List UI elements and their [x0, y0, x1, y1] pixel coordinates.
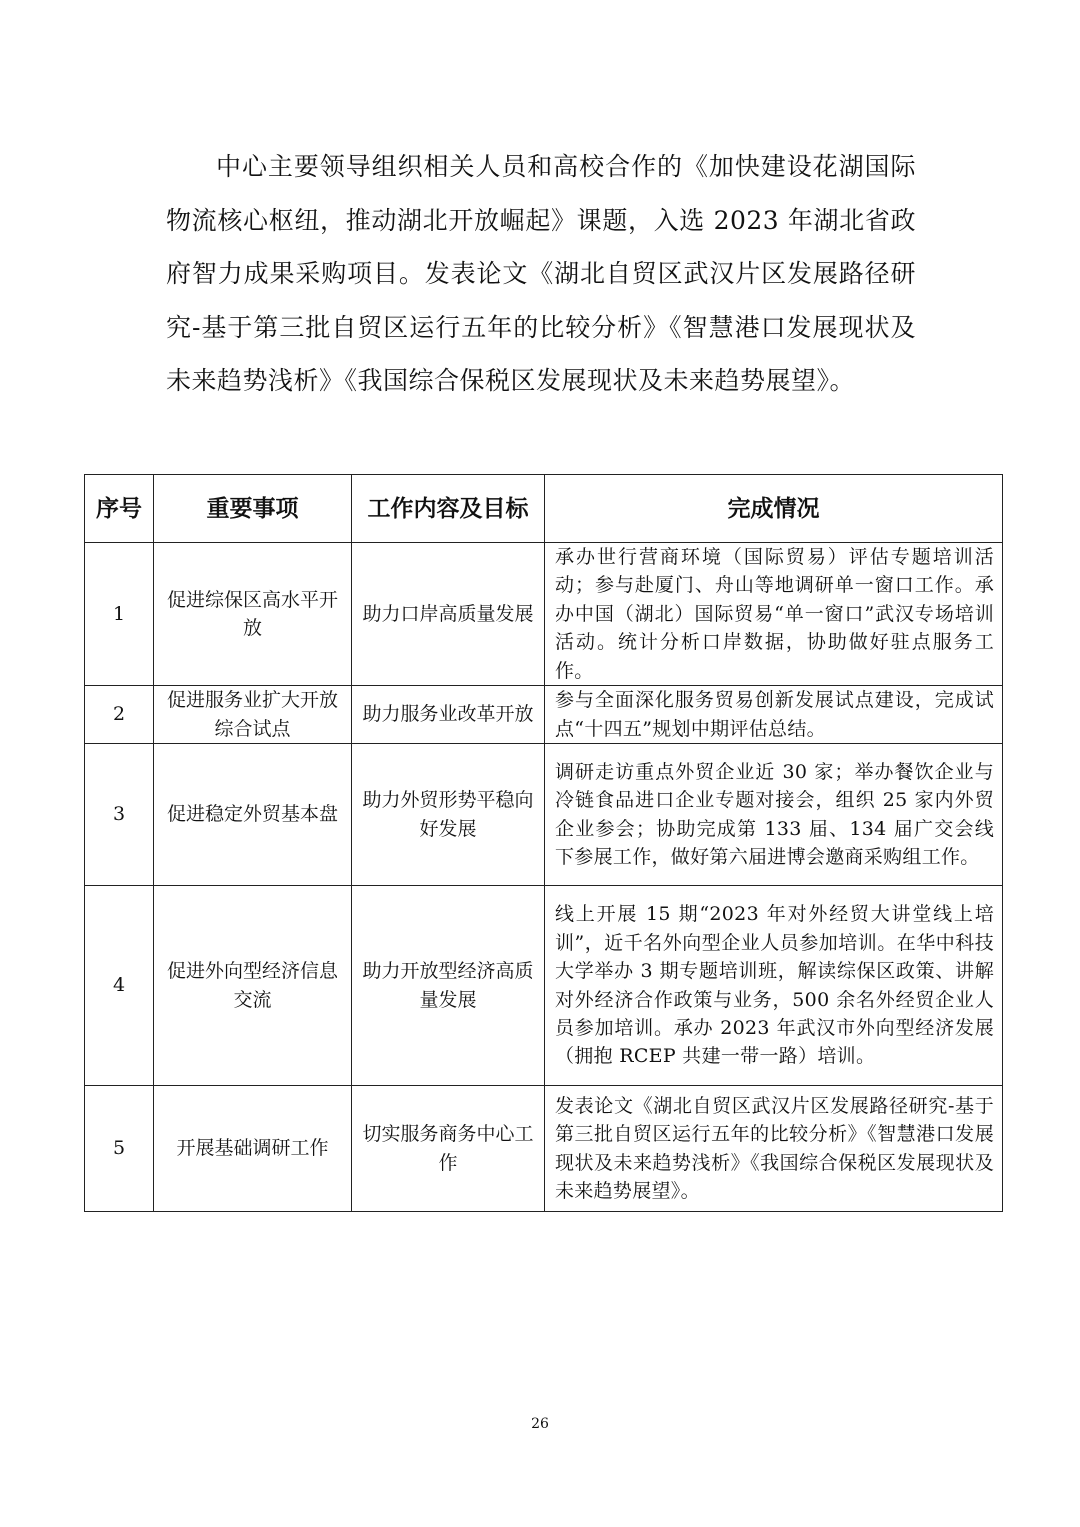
table-row: [85, 886, 1003, 1086]
table-row: [85, 543, 1003, 686]
row-item: 促进外向型经济信息交流: [154, 886, 352, 1086]
row-goal: 切实服务商务中心工作: [352, 1086, 545, 1212]
row-done: 发表论文《湖北自贸区武汉片区发展路径研究-基于第三批自贸区运行五年的比较分析》《智慧港口发展现状及未来趋势浅析》《我国综合保税区发展现状及未来趋势展望》。: [545, 1086, 1003, 1212]
table-row: [85, 686, 1003, 744]
work-summary-table: [84, 474, 1003, 1212]
header-no: 序号: [85, 475, 154, 543]
table-header-row: [85, 475, 1003, 543]
table-row: [85, 744, 1003, 886]
row-done: 参与全面深化服务贸易创新发展试点建设，完成试点“十四五”规划中期评估总结。: [545, 686, 1003, 744]
header-item: 重要事项: [154, 475, 352, 543]
row-done: 线上开展 15 期“2023 年对外经贸大讲堂线上培训”，近千名外向型企业人员参加培训。在华中科技大学举办 3 期专题培训班，解读综保区政策、讲解对外经济合作政策与业务，500 余名外经贸企业人员参加培训。承办 2023 年武汉市外向型经济发展（拥抱 RCEP 共建一带一路）培训。: [545, 886, 1003, 1086]
row-no: 1: [85, 543, 154, 686]
row-no: 3: [85, 744, 154, 886]
row-done: 承办世行营商环境（国际贸易）评估专题培训活动；参与赴厦门、舟山等地调研单一窗口工作。承办中国（湖北）国际贸易“单一窗口”武汉专场培训活动。统计分析口岸数据，协助做好驻点服务工作。: [545, 543, 1003, 686]
table-row: [85, 1086, 1003, 1212]
row-no: 4: [85, 886, 154, 1086]
intro-paragraph: 中心主要领导组织相关人员和高校合作的《加快建设花湖国际物流核心枢纽，推动湖北开放崛起》课题，入选 2023 年湖北省政府智力成果采购项目。发表论文《湖北自贸区武汉片区发展路径研究-基于第三批自贸区运行五年的比较分析》《智慧港口发展现状及未来趋势浅析》《我国综合保税区发展现状及未来趋势展望》。: [166, 152, 916, 396]
row-no: 2: [85, 686, 154, 744]
row-item: 促进综保区高水平开放: [154, 543, 352, 686]
row-goal: 助力开放型经济高质量发展: [352, 886, 545, 1086]
row-item: 开展基础调研工作: [154, 1086, 352, 1212]
row-item: 促进稳定外贸基本盘: [154, 744, 352, 886]
header-goal: 工作内容及目标: [352, 475, 545, 543]
row-goal: 助力口岸高质量发展: [352, 543, 545, 686]
row-goal: 助力服务业改革开放: [352, 686, 545, 744]
header-done: 完成情况: [545, 475, 1003, 543]
row-goal: 助力外贸形势平稳向好发展: [352, 744, 545, 886]
row-done: 调研走访重点外贸企业近 30 家；举办餐饮企业与冷链食品进口企业专题对接会，组织 25 家内外贸企业参会；协助完成第 133 届、134 届广交会线下参展工作，做好第六届进博会邀商采购组工作。: [545, 744, 1003, 886]
page-number: 26: [531, 1416, 549, 1432]
row-no: 5: [85, 1086, 154, 1212]
row-item: 促进服务业扩大开放综合试点: [154, 686, 352, 744]
